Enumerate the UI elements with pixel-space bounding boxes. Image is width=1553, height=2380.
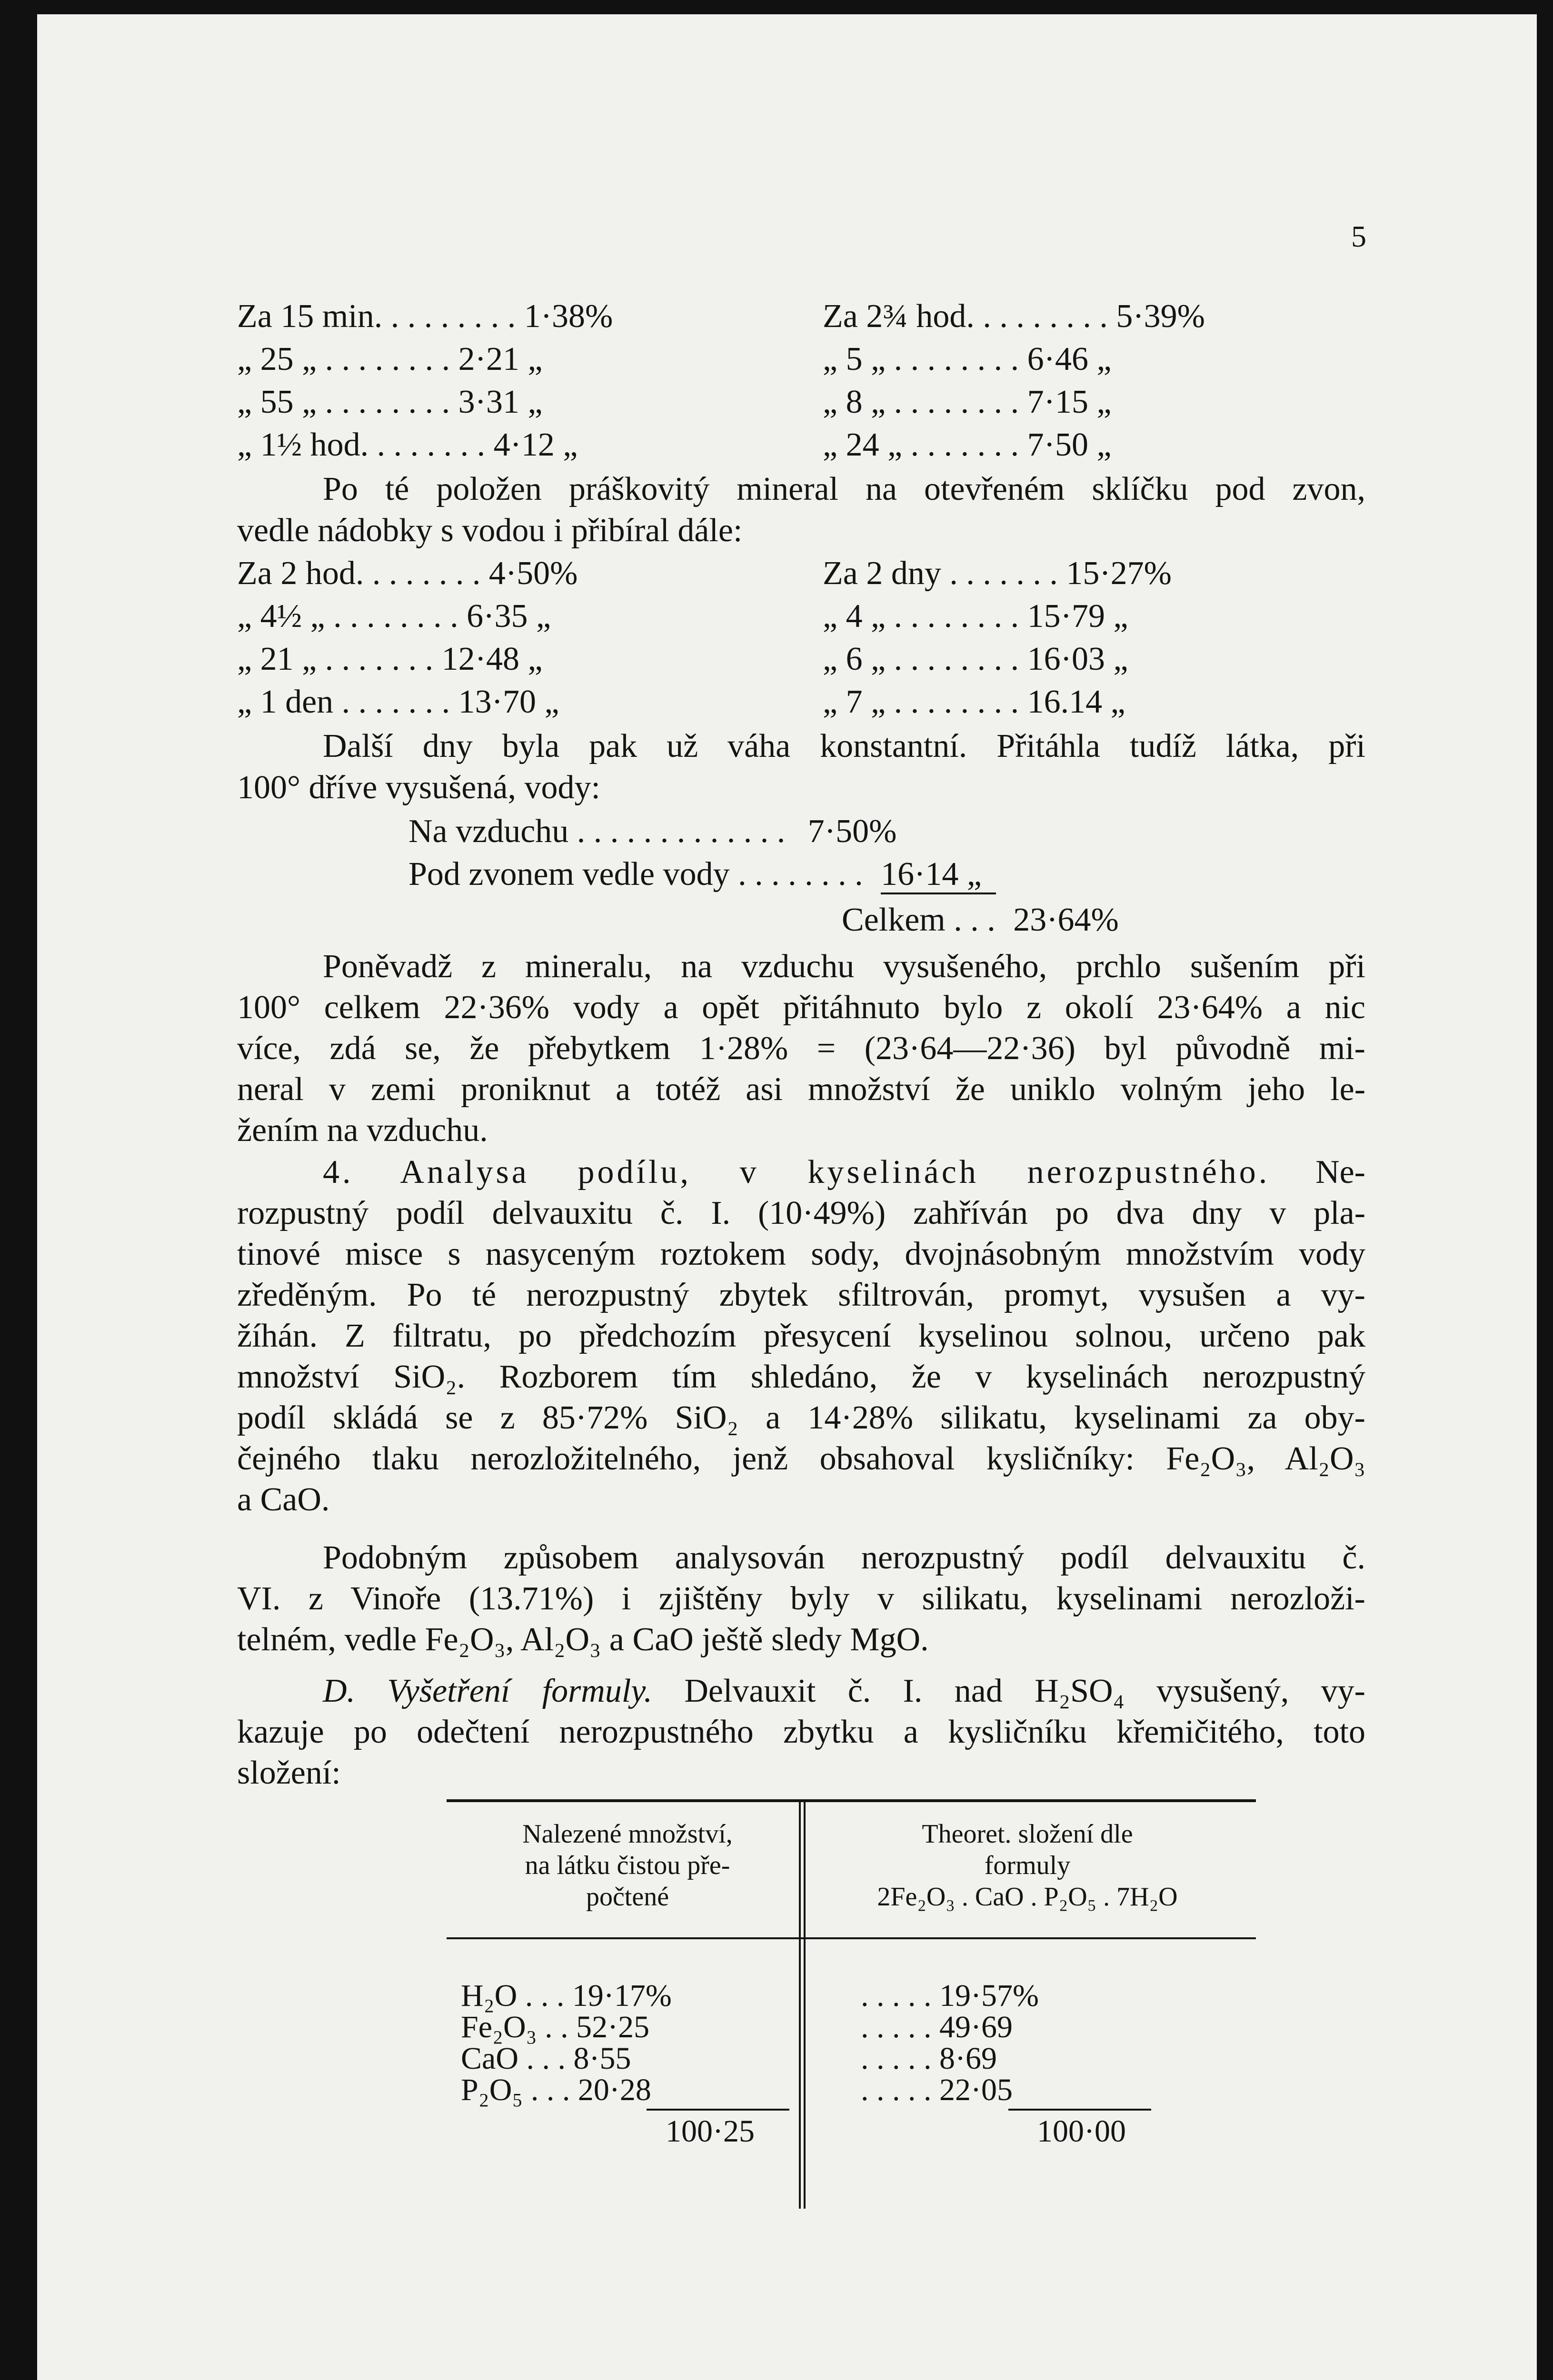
table-row: P₂O₅ . . . 20·28 . . . . . 22·05	[461, 2073, 1013, 2107]
paragraph-line: čejného tlaku nerozložitelného, jenž obsahoval kysličníky: Fe₂O₃, Al₂O₃	[237, 1440, 1365, 1477]
section-heading: 4. Analysa podílu, v kyselinách nerozpustného.	[323, 1154, 1270, 1190]
paragraph-line: složení:	[237, 1755, 341, 1791]
paragraph-line: kazuje po odečtení nerozpustného zbytku a kysličníku křemičitého, toto	[237, 1714, 1365, 1750]
table-divider	[804, 1799, 806, 2209]
paragraph-line: a CaO.	[237, 1481, 330, 1518]
paragraph-line: více, zdá se, že přebytkem 1·28% = (23·64—22·36) byl původně mi-	[237, 1030, 1365, 1067]
paragraph-line: zředěným. Po té nerozpustný zbytek sfiltrován, promyt, vysušen a vy-	[237, 1277, 1365, 1313]
paragraph-line: podíl skládá se z 85·72% SiO₂ a 14·28% silikatu, kyselinami za oby-	[237, 1399, 1365, 1436]
paragraph-line: Po té položen práškovitý mineral na otevřeném sklíčku pod zvon,	[323, 471, 1365, 507]
header-left: Nalezené množství, na látku čistou pře- počtené	[522, 1819, 733, 1912]
sum-rule-right	[1008, 2109, 1151, 2111]
paragraph-line: Podobným způsobem analysován nerozpustný podíl delvauxitu č.	[323, 1539, 1365, 1576]
table-row: Fe₂O₃ . . 52·25 . . . . . 49·69	[461, 2010, 1013, 2044]
paragraph-line: 100° celkem 22·36% vody a opět přitáhnuto bylo z okolí 23·64% a nic	[237, 989, 1365, 1026]
section-d-line: D. Vyšetření formuly. Delvauxit č. I. nad H₂SO₄ vysušený, vy-	[323, 1673, 1365, 1709]
total-left: 100·25	[666, 2114, 755, 2149]
paragraph-line: rozpustný podíl delvauxitu č. I. (10·49%) zahříván po dva dny v pla-	[237, 1195, 1365, 1231]
table-rule	[447, 1799, 1256, 1802]
result-table	[447, 1799, 1256, 2209]
paragraph-line: množství SiO₂. Rozborem tím shledáno, že v kyselinách nerozpustný	[237, 1359, 1365, 1395]
summary-row: Pod zvonem vedle vody . . . . . . . . 16·14 „	[408, 853, 996, 896]
table-rule	[447, 1937, 1256, 1939]
header-right: Theoret. složení dle formuly 2Fe₂O₃ . CaO . P₂O₅ . 7H₂O	[877, 1819, 1178, 1912]
paragraph-line: Poněvadž z mineralu, na vzduchu vysušeného, prchlo sušením při	[323, 948, 1365, 985]
page: 5 Za 15 min. . . . . . . . . 1·38% Za 2¾ hod. . . . . . . . . 5·39% „ 25 „ . . . . . . . . 2·21 „ „ 5 „ . . . . . . . . 6·46 „ „ 55 „ . . . . . . . . 3·31 „ „ 8 „ . . . . . . . . 7·15 „ „ 1½ hod. . . . . . . . 4·12 „ „ 24 „ . . . . . . . 7·50 „ Po té položen práškovitý mineral na otevřeném sklíčku pod zvon, vedle nádobky s vodou i přibíral dále: Za 2 hod. . . . . . . . 4·50% Za 2 dny . . . . . . . 15·27% „ 4½ „ . . . . . . . . 6·35 „ „ 4 „ . . . . . . . . 15·79 „ „ 21 „ . . . . . . . 12·48 „ „ 6 „ . . . . . . . . 16·03 „ „ 1 den . . . . . . . 13·70 „ „ 7 „ . . . . . . . . 16.14 „ Další dny byla pak už váha konstantní. Přitáhla tudíž látka, při 100° dříve vysušená, vody: Na vzduchu . . . . . . . . . . . . . 7·50% Pod zvonem vedle vody . . . . . . . . 16·14 „ Celkem . . . 23·64% Poněvadž z mineralu, na vzduchu vysušeného, prchlo sušením při 100° celkem 22·36% vody a opět přitáhnuto bylo z okolí 23·64% a nic více, zdá se, že přebytkem 1·28% = (23·64—22·36) byl původně mi- neral v zemi proniknut a totéž asi množství že uniklo volným jeho le- žením na vzduchu. 4. Analysa podílu, v kyselinách nerozpustného. Ne- rozpustný podíl delvauxitu č. I. (10·49%) zahříván po dva dny v pla- tinové misce s nasyceným roztokem sody, dvojnásobným množstvím vody zředěným. Po té nerozpustný zbytek sfiltrován, promyt, vysušen a vy- žíhán. Z filtratu, po předchozím přesycení kyselinou solnou, určeno pak množství SiO₂. Rozborem tím shledáno, že v kyselinách nerozpustný podíl skládá se z 85·72% SiO₂ a 14·28% silikatu, kyselinami za oby- čejného tlaku nerozložitelného, jenž obsahoval kysličníky: Fe₂O₃, Al₂O₃ a CaO. Podobným způsobem analysován nerozpustný podíl delvauxitu č. VI. z Vinoře (13.71%) i zjištěny byly v silikatu, kyselinami nerozloži- telném, vedle Fe₂O₃, Al₂O₃ a CaO ještě sledy MgO. D. Vyšetření formuly. Delvauxit č. I. nad H₂SO₄ vysušený, vy- kazuje po odečtení nerozpustného zbytku a kysličníku křemičitého, toto složení: Nalezené množství, na látku čistou pře- počtené Theoret. složení dle formuly 2Fe₂O₃ . CaO . P₂O₅ . 7H₂O H₂O . . . 19·17% . . . . . 19·57% Fe₂O₃ . . 52·25 . . . . . 49·69 CaO . . . 8·55 . . . . . 8·69 P₂O₅ . . . 20·28 . . . . . 22·05 100·25 100·00	[37, 14, 1537, 2380]
table-row: H₂O . . . 19·17% . . . . . 19·57%	[461, 1978, 1039, 2013]
paragraph-line: VI. z Vinoře (13.71%) i zjištěny byly v silikatu, kyselinami nerozloži-	[237, 1580, 1365, 1617]
paragraph-line: neral v zemi proniknut a totéž asi množství že uniklo volným jeho le-	[237, 1071, 1365, 1108]
summary-row: Na vzduchu . . . . . . . . . . . . . 7·50%	[408, 813, 897, 850]
paragraph-line: žíhán. Z filtratu, po předchozím přesycení kyselinou solnou, určeno pak	[237, 1318, 1365, 1354]
paragraph-line: Další dny byla pak už váha konstantní. Přitáhla tudíž látka, při	[323, 728, 1365, 764]
total-right: 100·00	[1037, 2114, 1126, 2149]
paragraph-line: tinové misce s nasyceným roztokem sody, dvojnásobným množstvím vody	[237, 1236, 1365, 1272]
page-number: 5	[1351, 219, 1366, 253]
paragraph-line: vedle nádobky s vodou i přibíral dále:	[237, 512, 743, 549]
table-row: CaO . . . 8·55 . . . . . 8·69	[461, 2041, 997, 2076]
paragraph-line: telném, vedle Fe₂O₃, Al₂O₃ a CaO ještě sledy MgO.	[237, 1621, 929, 1658]
section-heading: D. Vyšetření formuly.	[323, 1673, 653, 1709]
sum-rule-left	[647, 2109, 789, 2111]
paragraph-line: 100° dříve vysušená, vody:	[237, 769, 600, 806]
table-divider	[799, 1799, 801, 2209]
summary-total: Celkem . . . 23·64%	[842, 902, 1119, 938]
section-4-line: 4. Analysa podílu, v kyselinách nerozpustného. Ne-	[323, 1154, 1365, 1190]
paragraph-line: žením na vzduchu.	[237, 1112, 488, 1149]
